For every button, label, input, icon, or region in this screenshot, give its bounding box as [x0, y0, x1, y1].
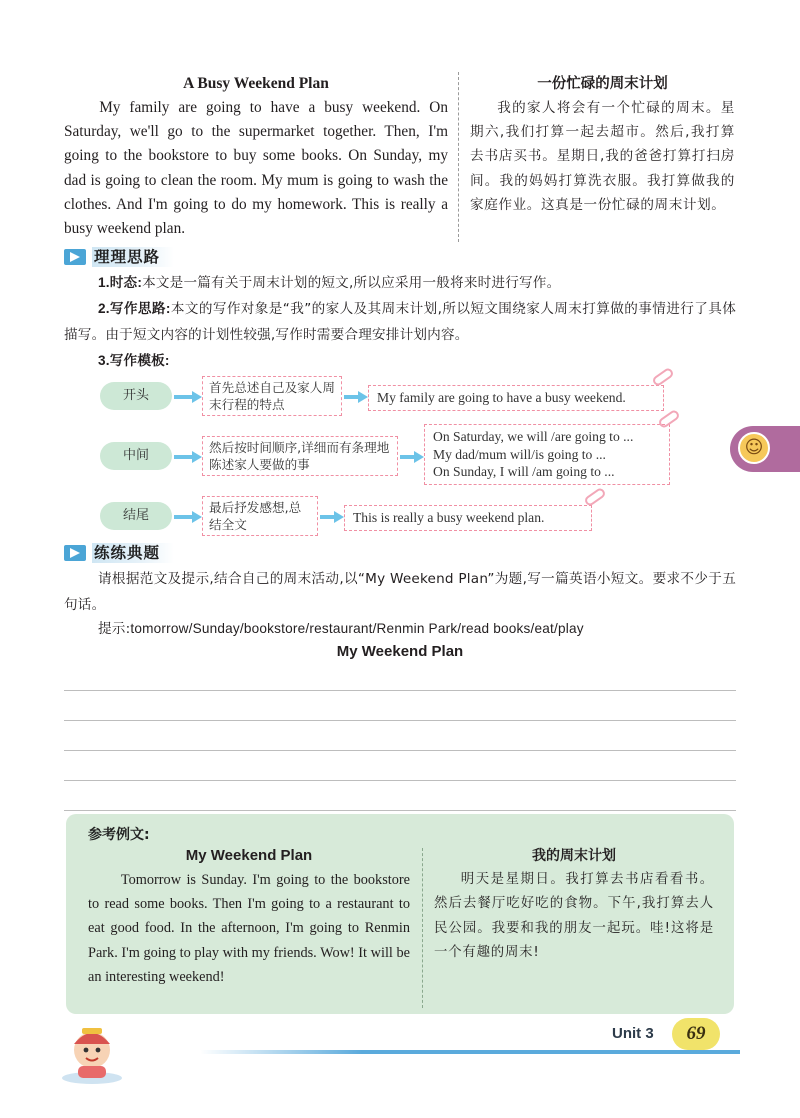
template-pill-ending: 结尾 — [100, 502, 172, 530]
item-label: 1.时态: — [98, 275, 143, 290]
item-text: 本文是一篇有关于周末计划的短文,所以应采用一般将来时进行写作。 — [142, 275, 561, 291]
reference-chinese-body: 明天是星期日。我打算去书店看看书。然后去餐厅吃好吃的食物。下午,我打算去人民公园。我要和我的朋友一起玩。哇!这将是一个有趣的周末! — [434, 872, 714, 961]
item-text: 本文的写作对象是“我”的家人及其周末计划,所以短文围绕家人周末打算做的事情进行了具体描写。由于短文内容的计划性较强,写作时需要合理安排计划内容。 — [64, 301, 736, 343]
example-line: On Saturday, we will /are going to ... — [433, 429, 634, 444]
writing-line[interactable] — [64, 690, 736, 691]
reference-divider — [422, 848, 423, 1008]
arrow-icon — [174, 512, 202, 522]
item-writing-idea — [64, 296, 736, 348]
section-heading-practice — [64, 542, 174, 564]
template-example-middle — [424, 424, 670, 485]
arrow-icon — [344, 392, 368, 402]
arrow-icon — [400, 452, 424, 462]
play-arrow-icon — [64, 545, 86, 561]
writing-line[interactable] — [64, 780, 736, 781]
example-line: This is really a busy weekend plan. — [353, 510, 545, 525]
section-title: 理理思路 — [92, 247, 174, 267]
reference-english-body: Tomorrow is Sunday. I'm going to the bookstore to read some books. Then I'm going to a restaurant to eat good food. In the afternoon, I'm going to Renmin Park. I'm going to play with my friends. Wow! It will be an interesting weekend! — [88, 872, 410, 985]
section-title: 练练典题 — [92, 543, 174, 563]
item-label: 3.写作模板: — [98, 353, 170, 368]
template-guide-ending: 最后抒发感想,总结全文 — [202, 496, 318, 536]
arrow-icon — [174, 392, 202, 402]
hint-label: 提示: — [98, 621, 131, 637]
sample-chinese-body: 我的家人将会有一个忙碌的周末。星期六,我们打算一起去超市。然后,我打算去书店买书。星期日,我的爸爸打算打扫房间。我的妈妈打算洗衣服。我打算做我的家庭作业。这真是一份忙碌的周末计划。 — [470, 100, 735, 213]
item-label: 2.写作思路: — [98, 301, 171, 316]
play-arrow-icon — [64, 249, 86, 265]
example-line: My family are going to have a busy weekend. — [377, 390, 626, 405]
practice-prompt: 请根据范文及提示,结合自己的周末活动,以“My Weekend Plan”为题,写一篇英语小短文。要求不少于五句话。 — [64, 571, 736, 613]
example-line: My dad/mum will/is going to ... — [433, 446, 606, 462]
item-tense — [64, 270, 736, 296]
template-example-opening — [368, 385, 664, 411]
sample-chinese-title: 一份忙碌的周末计划 — [537, 76, 668, 92]
sample-english-column — [64, 74, 448, 241]
column-divider — [458, 72, 459, 242]
mascot-illustration — [52, 1020, 132, 1086]
page-number: 69 — [672, 1018, 720, 1050]
hint-text: tomorrow/Sunday/bookstore/restaurant/Renmin Park/read books/eat/play — [130, 621, 584, 636]
template-pill-middle: 中间 — [100, 442, 172, 470]
reference-label: 参考例文: — [88, 827, 150, 843]
reference-english-column — [88, 846, 410, 989]
template-pill-opening: 开头 — [100, 382, 172, 410]
writing-line[interactable] — [64, 810, 736, 811]
reference-english-title: My Weekend Plan — [185, 847, 313, 864]
sample-chinese-column — [470, 74, 735, 217]
sample-english-title: A Busy Weekend Plan — [183, 75, 329, 92]
tiger-face-icon: ☺ — [738, 432, 770, 464]
section-heading-ideas — [64, 246, 174, 268]
template-guide-opening: 首先总述自己及家人周末行程的特点 — [202, 376, 342, 416]
reference-chinese-title: 我的周末计划 — [532, 848, 616, 864]
sample-english-body: My family are going to have a busy weekend. On Saturday, we'll go to the supermarket together. Then, I'm going to the bookstore to buy some books. On Sunday, my dad is going to clean the room. My mum is going to wash the clothes. And I'm going to do my homework. This is really a busy weekend plan. — [64, 99, 448, 238]
template-example-ending — [344, 505, 592, 531]
arrow-icon — [320, 512, 344, 522]
paperclip-icon — [583, 487, 607, 508]
footer-line — [200, 1050, 740, 1054]
answer-title: My Weekend Plan — [336, 643, 464, 660]
arrow-icon — [174, 452, 202, 462]
practice-hint — [64, 616, 736, 642]
item-template-label — [64, 348, 736, 374]
template-guide-middle: 然后按时间顺序,详细而有条理地陈述家人要做的事 — [202, 436, 398, 476]
example-line: On Sunday, I will /am going to ... — [433, 464, 615, 479]
unit-label: Unit 3 — [612, 1025, 654, 1042]
reference-chinese-column — [434, 846, 714, 966]
writing-line[interactable] — [64, 720, 736, 721]
writing-line[interactable] — [64, 750, 736, 751]
